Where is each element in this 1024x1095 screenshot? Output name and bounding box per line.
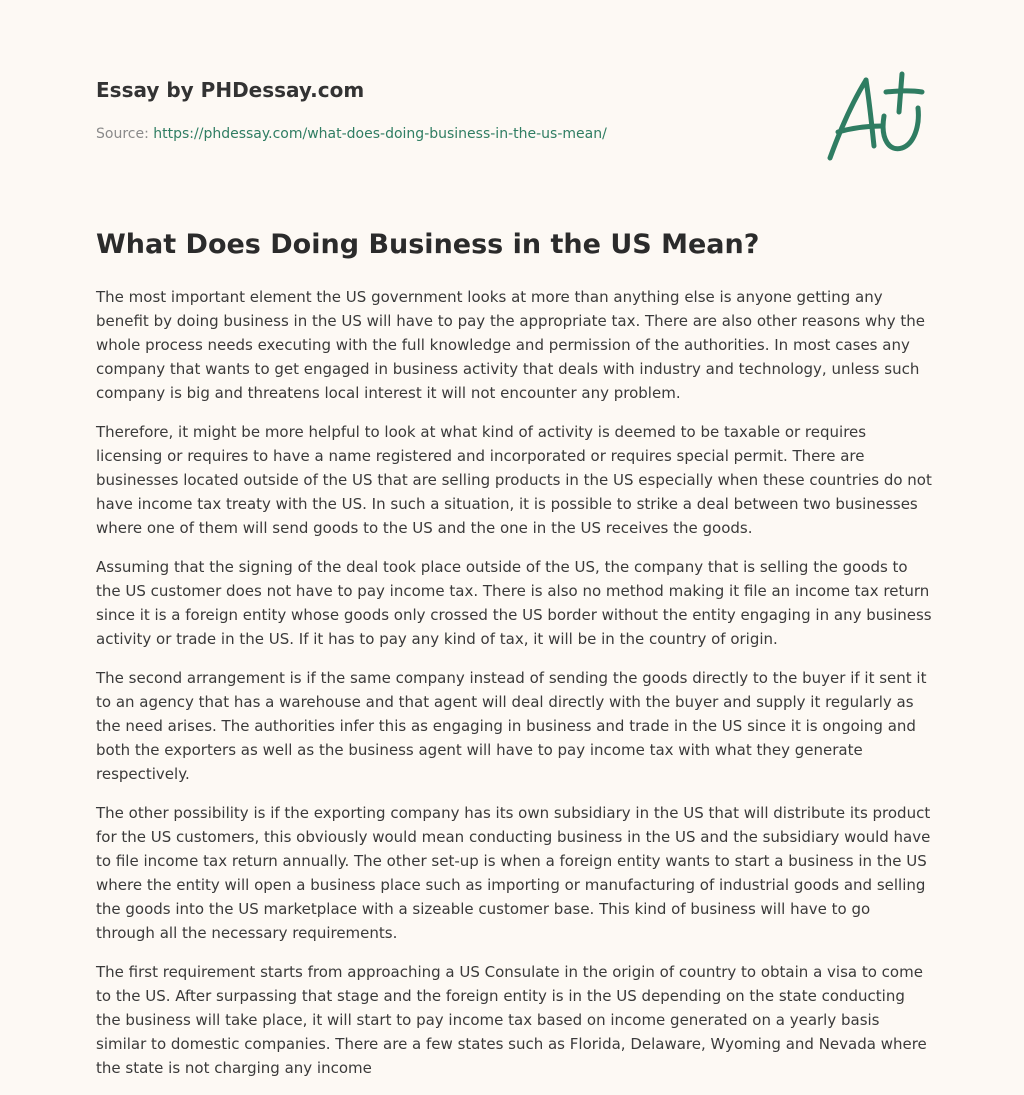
a-plus-grade-icon xyxy=(822,66,930,166)
essay-paragraph: The second arrangement is if the same company instead of sending the goods directly to the buyer if it sent it to an agency that has a warehouse and that agent will deal directly with the buyer and supply it regularly as the need arises. The authorities infer this as engaging in business and trade in the US since it is ongoing and both the exporters as well as the business agent will have to pay income tax with what they generate respectively. xyxy=(96,669,927,783)
essay-paragraph: Therefore, it might be more helpful to look at what kind of activity is deemed to be taxable or requires licensing or requires to have a name registered and incorporated or requires special permit. There are businesses located outside of the US that are selling products in the US especially when these countries do not have income tax treaty with the US. In such a situation, it is possible to strike a deal between two businesses where one of them will send goods to the US and the one in the US receives the goods. xyxy=(96,423,932,537)
site-title: Essay by PHDessay.com xyxy=(96,78,365,102)
source-line xyxy=(96,124,796,144)
essay-paragraph: The first requirement starts from approaching a US Consulate in the origin of country to obtain a visa to come to the US. After surpassing that stage and the foreign entity is in the US depending on the state conducting the business will take place, it will start to pay income tax based on income generated on a yearly basis similar to domestic companies. There are a few states such as Florida, Delaware, Wyoming and Nevada where the state is not charging any income xyxy=(96,963,927,1077)
essay-body xyxy=(96,285,932,1095)
essay-title: What Does Doing Business in the US Mean? xyxy=(96,229,760,260)
source-label: Source: xyxy=(96,126,154,142)
source-link[interactable]: https://phdessay.com/what-does-doing-business-in-the-us-mean/ xyxy=(153,126,607,142)
page-header xyxy=(96,76,796,144)
essay-paragraph: The other possibility is if the exporting company has its own subsidiary in the US that will distribute its product for the US customers, this obviously would mean conducting business in the US and the subsidiary would have to file income tax return annually. The other set-up is when a foreign entity wants to start a business in the US where the entity will open a business place such as importing or manufacturing of industrial goods and selling the goods into the US marketplace with a sizeable customer base. This kind of business will have to go through all the necessary requirements. xyxy=(96,804,931,942)
essay-paragraph: Assuming that the signing of the deal took place outside of the US, the company that is selling the goods to the US customer does not have to pay income tax. There is also no method making it file an income tax return since it is a foreign entity whose goods only crossed the US border without the entity engaging in any business activity or trade in the US. If it has to pay any kind of tax, it will be in the country of origin. xyxy=(96,558,932,648)
essay-paragraph: The most important element the US government looks at more than anything else is anyone getting any benefit by doing business in the US will have to pay the appropriate tax. There are also other reasons why the whole process needs executing with the full knowledge and permission of the authorities. In most cases any company that wants to get engaged in business activity that deals with industry and technology, unless such company is big and threatens local interest it will not encounter any problem. xyxy=(96,288,925,402)
